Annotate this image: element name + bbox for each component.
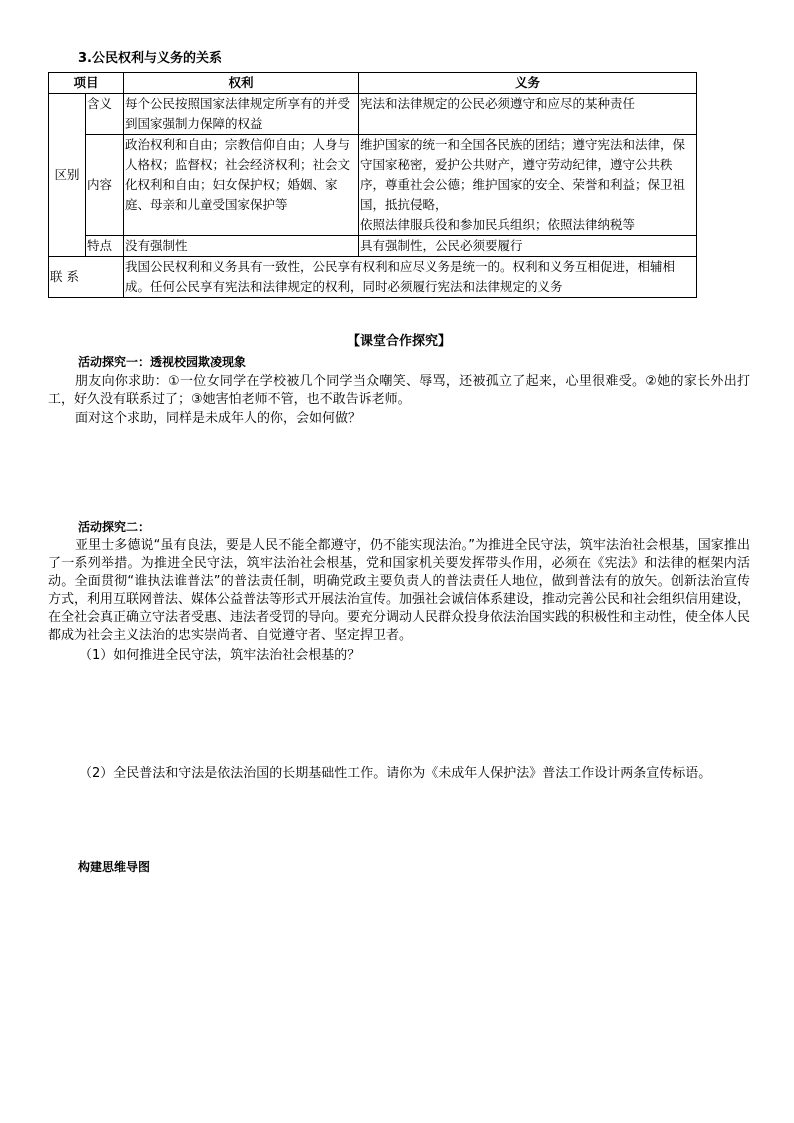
activity1-text: 朋友向你求助：①一位女同学在学校被几个同学当众嘲笑、辱骂，还被孤立了起来，心里很难受。②她的家长外出打工，好久没有联系过了；③她害怕老师不管，也不敢告诉老师。 xyxy=(48,374,750,407)
header-rights: 权利 xyxy=(124,73,359,94)
content-rights: 政治权利和自由；宗教信仰自由；人身与人格权；监督权；社会经济权利；社会文化权利和自由；妇女保护权；婚姻、家庭、母亲和儿童受国家保护等 xyxy=(124,135,359,236)
class-heading: 【课堂合作探究】 xyxy=(346,334,451,349)
table-row-features xyxy=(49,236,697,257)
difference-label-cell xyxy=(49,94,86,257)
difference-label: 区别 xyxy=(54,167,80,182)
activity2-question-1: （1）如何推进全民守法，筑牢法治社会根基的？ xyxy=(79,648,361,663)
content-duties-line-2: 依照法律服兵役和参加民兵组织；依照法律纳税等 xyxy=(360,217,636,232)
link-text: 我国公民权利和义务具有一致性，公民享有权利和应尽义务是统一的。权利和义务互相促进，相辅相成。任何公民享有宪法和法律规定的权利，同时必须履行宪法和法律规定的义务 xyxy=(124,257,697,298)
table-row-content xyxy=(49,135,697,236)
header-item: 项目 xyxy=(49,73,124,94)
table-row-link xyxy=(49,257,697,298)
rights-duties-table xyxy=(48,72,697,298)
table-row-meaning xyxy=(49,94,697,135)
activity2-text: 亚里士多德说“虽有良法，要是人民不能全都遵守，仍不能实现法治。”为推进全民守法，筑牢法治社会根基，国家推出了一系列举措。为推进全民守法，筑牢法治社会根基，党和国家机关要发挥带头作用，必须在《宪法》和法律的框架内活动。全面贯彻“谁执法谁普法”的普法责任制，明确党政主要负责人的普法责任人地位，做到普法有的放矢。创新法治宣传方式，利用互联网普法、媒体公益普法等形式开展法治宣传。加强社会诚信体系建设，推动完善公民和社会组织信用建设，在全社会真正确立守法者受惠、违法者受罚的导向。要充分调动人民群众投身依法治国实践的积极性和主动性，使全体人民都成为社会主义法治的忠实崇尚者、自觉遵守者、坚定捍卫者。 xyxy=(48,538,751,643)
activity2-question-2: （2）全民普法和守法是依法治国的长期基础性工作。请你为《未成年人保护法》普法工作设计两条宣传标语。 xyxy=(79,766,712,781)
table-header-row xyxy=(49,73,697,94)
header-duties: 义务 xyxy=(359,73,697,94)
row-label-content: 内容 xyxy=(86,135,124,236)
content-duties-cell xyxy=(359,135,697,236)
row-label-meaning: 含义 xyxy=(86,94,124,135)
meaning-duties: 宪法和法律规定的公民必须遵守和应尽的某种责任 xyxy=(359,94,697,135)
link-label: 联 系 xyxy=(49,257,124,298)
content-duties-line-1: 维护国家的统一和全国各民族的团结；遵守宪法和法律，保守国家秘密，爱护公共财产，遵守劳动纪律，遵守公共秩序，尊重社会公德；维护国家的安全、荣誉和利益；保卫祖国，抵抗侵略， xyxy=(360,137,686,212)
meaning-rights: 每个公民按照国家法律规定所享有的并受到国家强制力保障的权益 xyxy=(124,94,359,135)
section-heading: 3.公民权利与义务的关系 xyxy=(78,51,222,66)
mindmap-heading: 构建思维导图 xyxy=(78,860,151,874)
activity1-question: 面对这个求助，同样是未成年人的你，会如何做？ xyxy=(75,411,362,426)
activity2-title: 活动探究二： xyxy=(78,520,151,534)
features-rights: 没有强制性 xyxy=(124,236,359,257)
features-duties: 具有强制性，公民必须要履行 xyxy=(359,236,697,257)
activity1-title: 活动探究一：透视校园欺凌现象 xyxy=(78,355,247,369)
row-label-features: 特点 xyxy=(86,236,124,257)
